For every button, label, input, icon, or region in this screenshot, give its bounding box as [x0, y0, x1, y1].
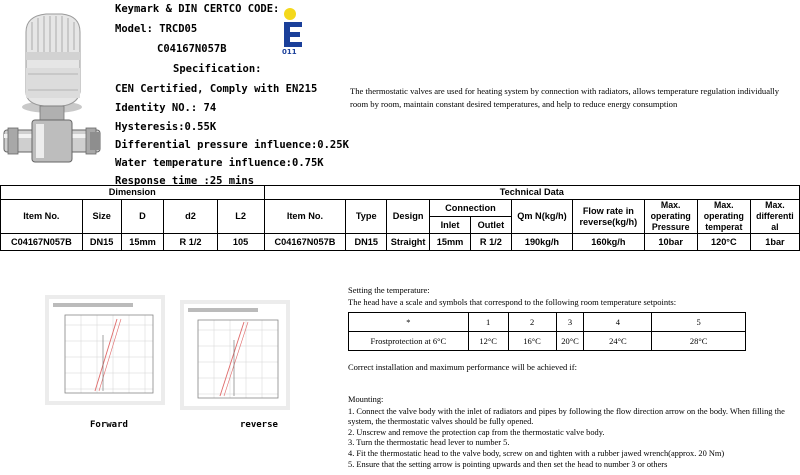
header-d2: d2 [164, 200, 217, 234]
symbol-cell: 3 [556, 313, 584, 332]
hysteresis: Hysteresis:0.55K [115, 121, 217, 133]
water-temperature-influence: Water temperature influence:0.75K [115, 157, 324, 169]
model-code: C04167N057B [157, 43, 227, 55]
header-flow-reverse: Flow rate in reverse(kg/h) [573, 200, 645, 234]
temperature-cell: Frostprotection at 6°C [349, 332, 469, 351]
reverse-graph-label: reverse [240, 420, 278, 430]
dimension-group-header: Dimension [1, 186, 265, 200]
header-design: Design [387, 200, 430, 234]
header-l2: L2 [217, 200, 264, 234]
forward-graph-image [45, 295, 165, 405]
response-time: Response time :25 mins [115, 175, 255, 187]
header-inlet: Inlet [430, 217, 471, 234]
cell-size: DN15 [82, 234, 121, 251]
table-row [349, 313, 746, 332]
mounting-step: 5. Ensure that the setting arrow is pointing upwards and then set the head to number 3 or others [348, 459, 668, 469]
specification-heading: Specification: [173, 63, 262, 75]
cell-max-temperature: 120°C [697, 234, 750, 251]
mounting-step: 1. Connect the valve body with the inlet of radiators and pipes by following the flow direction arrow on the body. When filling the system, the thermostatic valves should be fully opened. [348, 406, 785, 427]
header-item-no-2: Item No. [264, 200, 346, 234]
certification-logo [280, 6, 314, 48]
mounting-step: 2. Unscrew and remove the protection cap from the thermostatic valve body. [348, 427, 605, 437]
setting-title: Setting the temperature: [348, 285, 430, 295]
keymark-code-label: Keymark & DIN CERTCO CODE: [115, 3, 280, 15]
identity-number: Identity NO.: 74 [115, 102, 217, 114]
temperature-cell: 28°C [652, 332, 746, 351]
header-type: Type [346, 200, 387, 234]
header-max-pressure: Max. operating Pressure [644, 200, 697, 234]
cell-item-no-2: C04167N057B [264, 234, 346, 251]
temperature-setpoint-table [348, 312, 746, 351]
cell-max-differential: 1bar [750, 234, 799, 251]
cell-outlet: R 1/2 [470, 234, 511, 251]
table-row [1, 234, 800, 251]
cell-max-pressure: 10bar [644, 234, 697, 251]
forward-graph-label: Forward [90, 420, 128, 430]
setting-section [348, 284, 788, 308]
mounting-instructions [348, 395, 798, 470]
header-max-differential: Max. differenti al [750, 200, 799, 234]
reverse-graph-image [180, 300, 290, 410]
cell-flow-reverse: 160kg/h [573, 234, 645, 251]
temperature-cell: 12°C [468, 332, 508, 351]
valve-product-photo [2, 2, 102, 180]
header-outlet: Outlet [470, 217, 511, 234]
cell-item-no: C04167N057B [1, 234, 83, 251]
symbol-cell: 1 [468, 313, 508, 332]
logo-number: 011 [282, 48, 297, 56]
mounting-title: Mounting: [348, 395, 384, 404]
cell-qm: 190kg/h [511, 234, 572, 251]
cell-inlet: 15mm [430, 234, 471, 251]
cell-type: DN15 [346, 234, 387, 251]
header-item-no: Item No. [1, 200, 83, 234]
technical-group-header: Technical Data [264, 186, 799, 200]
temperature-cell: 20°C [556, 332, 584, 351]
cell-l2: 105 [217, 234, 264, 251]
header-d: D [121, 200, 164, 234]
temperature-cell: 16°C [508, 332, 556, 351]
temperature-cell: 24°C [584, 332, 652, 351]
cell-d2: R 1/2 [164, 234, 217, 251]
differential-pressure-influence: Differential pressure influence:0.25K [115, 139, 349, 151]
technical-data-table [0, 185, 800, 251]
symbol-cell: * [349, 313, 469, 332]
symbol-cell: 2 [508, 313, 556, 332]
symbol-cell: 4 [584, 313, 652, 332]
cell-design: Straight [387, 234, 430, 251]
symbol-cell: 5 [652, 313, 746, 332]
product-description: The thermostatic valves are used for heating system by connection with radiators, allows temperature regulation individually room by room, maintain constant desired temperatures, and help to reduce energy consumption [350, 86, 780, 109]
header-qm: Qm N(kg/h) [511, 200, 572, 234]
cell-d: 15mm [121, 234, 164, 251]
model-label: Model: TRCD05 [115, 23, 198, 35]
table-row [349, 332, 746, 351]
correct-installation-note: Correct installation and maximum performance will be achieved if: [348, 362, 577, 372]
mounting-step: 3. Turn the thermostatic head lever to number 5. [348, 438, 510, 448]
header-size: Size [82, 200, 121, 234]
header-connection: Connection [430, 200, 512, 217]
setting-subtitle: The head have a scale and symbols that correspond to the following room temperature setpoints: [348, 297, 677, 307]
header-max-temperature: Max. operating temperat [697, 200, 750, 234]
mounting-step: 4. Fit the thermostatic head to the valve body, screw on and tighten with a rubber jawed wrench(approx. 20 Nm) [348, 448, 725, 458]
cen-certified: CEN Certified, Comply with EN215 [115, 83, 318, 95]
